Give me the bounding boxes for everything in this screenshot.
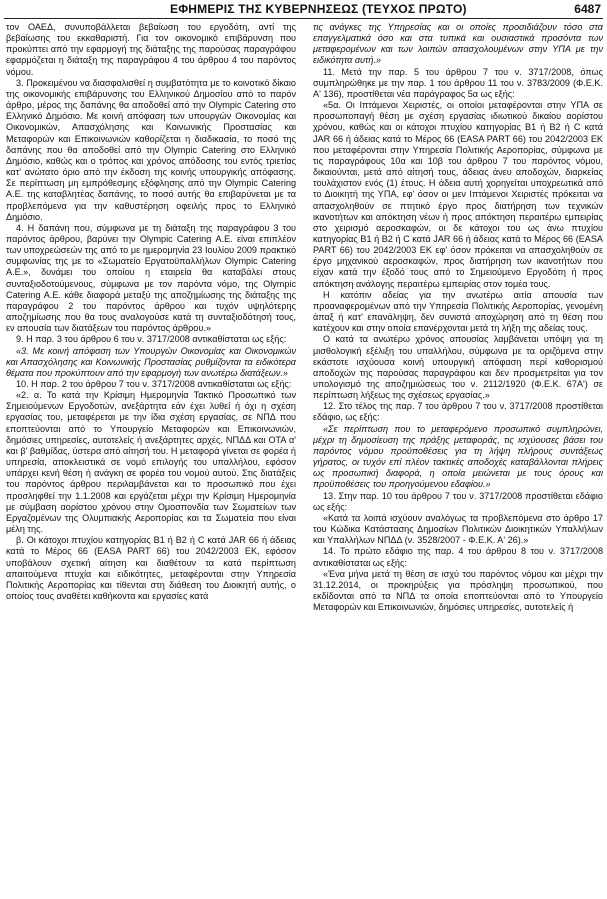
paragraph: Ο κατά τα ανωτέρω χρόνος απουσίας λαμβάνεται υπόψη για τη μισθολογική εξέλιξη του υπαλλήλου, σύμφωνα με τα οριζόμενα στην εκάστοτε ισχύουσα κοινή υπουργική απόφαση περί καθορισμού αποδοχών της παρούσας παραγράφου και δεν προσμετρείται για τον υπολογισμό της αποζημιώσεως του ν. 2112/1920 (Φ.Ε.Κ. 67Α') σε περίπτωση λήξεως της σχέσεως εργασίας.» [313,334,603,401]
right-column [313,22,603,892]
paragraph: τον ΟΑΕΔ, συνυποβάλλεται βεβαίωση του εργοδότη, αντί της βεβαίωσης του εκκαθαριστή. Για τον οικονομικό επιβάρυνση που προκύπτει από την εφαρμογή της διάταξης της παρούσας παραγράφου εφαρμόζεται η διάταξη της παραγράφου 4 του άρθρου 4 του παρόντος νόμου. [6,22,296,77]
paragraph: 4. Η δαπάνη που, σύμφωνα με τη διάταξη της παραγράφου 3 του παρόντος άρθρου, βαρύνει την Olympic Catering Α.Ε. είναι επιπλέον των υποχρεώσεών της από το με ημερομηνία 23 Ιουλίου 2009 πρακτικό συμφωνίας της με το «Σωματείο Εργατοϋπαλλήλων Olympic Catering Α.Ε.», δυνάμει του οποίου η εταιρεία θα καταβάλει στους συνταξιοδοτούμενους, σύμφωνα με τον παρόντα νόμο, της Olympic Catering Α.Ε. κάθε διαφορά μεταξύ της αποζημίωσης της διάταξης της παραγράφου 2 του παρόντος άρθρου και τυχόν υψηλότερης αποζημίωσης που θα τους αναλογούσε κατά τη συνταξιοδότησή τους, εν απουσία των διατάξεων του παρόντος άρθρου.» [6,222,296,334]
paragraph: 3. Προκειμένου να διασφαλισθεί η συμβατότητα με το κοινοτικό δίκαιο της οικονομικής επιβάρυνσης του Ελληνικού Δημοσίου από το παρόν άρθρο, μέρος της δαπάνης θα αποδοθεί από την Olympic Catering στο Ελληνικό Δημόσιο. Με κοινή απόφαση των υπουργών Οικονομίας και Οικονομικών, Απασχόλησης και Κοινωνικής Προστασίας και Μεταφορών και Επικοινωνιών καθορίζεται η διαδικασία, το ποσό της δαπάνης που θα αποδοθεί από την Olympic Catering στο Ελληνικό Δημόσιο, καθώς και ο τρόπος και χρόνος απόδοσης του εντός τριετίας κατ' ανώτατο όριο από την έκδοση της κοινής υπουργικής απόφασης. Σε περίπτωση μη εμπρόθεσμης εξόφλησης από την Olympic Catering Α.Ε. της καταβλητέας δαπάνης, το ποσό αυτής θα επιβαρύνεται με τα προβλεπόμενα για την καθυστέρηση οφειλής προς το Ελληνικό Δημόσιο. [6,77,296,222]
paragraph: 14. Το πρώτο εδάφιο της παρ. 4 του άρθρου 8 του ν. 3717/2008 αντικαθίσταται ως εξής: [313,546,603,568]
paragraph: «Ένα μήνα μετά τη θέση σε ισχύ του παρόντος νόμου και μέχρι την 31.12.2014, οι προκηρύξεις για πρόσληψη προσωπικού, που εκδίδονται από τα ΝΠΔ τα οποία εποπτεύονται από το Υπουργείο Μεταφορών και Επικοινωνιών, δημόσιες υπηρεσίες, αυτοτελείς ή [313,568,603,613]
paragraph: 9. Η παρ. 3 του άρθρου 6 του ν. 3717/2008 αντικαθίσταται ως εξής: [16,334,287,345]
paragraph: β. Οι κάτοχοι πτυχίου κατηγορίας Β1 ή Β2 ή C κατά JAR 66 ή άδειας κατά το Μέρος 66 (EASA PART 66) του 2042/2003 ΕΚ, εφόσον υποβάλουν σχετική αίτηση και διαθέτουν τα κατά περίπτωση απαιτούμενα πτυχία και ειδικότητες, μεταφέρονται στην Υπηρεσία Πολιτικής Αεροπορίας και τίθενται στη διάθεση του Διοικητή αυτής, ο οποίος τους αναθέτει καθήκοντα και εργασίες κατά [6,535,296,601]
paragraph: τις ανάγκες της Υπηρεσίας και οι οποίες προσιδιάζουν τόσο στα επαγγελματικά όσο και στα τυπικά και ουσιαστικά προσόντα των μεταφερομένων και των λοιπών απασχολουμένων στην ΥΠΑ με την ειδικότητα αυτή.» [313,22,603,66]
left-column [6,22,296,892]
gazette-title: ΕΦΗΜΕΡΙΣ ΤΗΣ ΚΥΒΕΡΝΗΣΕΩΣ (ΤΕΥΧΟΣ ΠΡΩΤΟ) [170,2,467,16]
page-header [0,0,607,18]
page-number: 6487 [574,2,601,16]
paragraph: 12. Στο τέλος της παρ. 7 του άρθρου 7 του ν. 3717/2008 προστίθεται εδάφιο, ως εξής: [313,401,603,423]
paragraph: «Κατά τα λοιπά ισχύουν αναλόγως τα προβλεπόμενα στο άρθρο 17 του Κώδικα Κατάστασης Δημοσίων Πολιτικών Διοικητικών Υπαλλήλων και Υπαλλήλων ΝΠΔΔ (ν. 3528/2007 - Φ.Ε.Κ. Α' 26).» [313,512,603,546]
paragraph: «2. α. Το κατά την Κρίσιμη Ημερομηνία Τακτικό Προσωπικό των Σημειούμενων Εργοδοτών, ανεξάρτητα εάν έχει λυθεί ή όχι η σχέση εργασίας του, μεταφέρεται με την ίδια σχέση εργασίας, σε ΝΠΔ που εποπτεύονται από το Υπουργείο Μεταφορών και Επικοινωνιών, δημόσιες υπηρεσίες, αυτοτελείς ή ανεξάρτητες αρχές, ΝΠΔΔ και ΟΤΑ α' και β' βαθμίδας, ύστερα από αίτησή του. Η μεταφορά γίνεται σε φορέα ή υπηρεσία, αποκλειστικά σε νομό επιλογής του υπαλλήλου, εφόσον υπάρχει κενή θέση ή ανάγκη σε φορέα του νομού αυτού. Στις διατάξεις του παρόντος άρθρου περιλαμβάνεται και το προσωπικό που έχει προσληφθεί την 1.1.2008 και εργάζεται μέχρι την Κρίσιμη Ημερομηνία με σύμβαση αορίστου χρόνου στην Ομοσπονδία των Σωματείων των Εργαζομένων της Ολυμπιακής Αεροπορίας και τα Σωματεία που είναι μέλη της. [6,390,296,535]
paragraph: Η κατόπιν αδείας για την ανωτέρω αιτία απουσία των προαναφερομένων από την Υπηρεσία Πολιτικής Αεροπορίας, γενομένη άπαξ ή κατ' επανάληψη, δεν συνιστά αποχώρηση από τη θέση που κατέχουν και στην οποία επανέρχονται μετά τη λήξη της αδείας τους. [313,289,603,334]
paragraph: «Σε περίπτωση που το μεταφερόμενο προσωπικό συμπληρώνει, μέχρι τη δημοσίευση της πράξης μεταφοράς, τις ισχύουσες βάσει του παρόντος νόμου προϋποθέσεις για τη λήψη πλήρους συντάξεως γήρατος, οι τυχόν επί πλέον τακτικές αποδοχές καταβάλλονται πλήρεις ως προσωπική διαφορά, η οποία μειώνεται με τους όρους και προϋποθέσεις του προηγούμενου εδαφίου.» [313,423,603,490]
paragraph: 11. Μετά την παρ. 5 του άρθρου 7 του ν. 3717/2008, όπως συμπληρώθηκε με την παρ. 1 του άρθρου 11 του ν. 3783/2009 (Φ.Ε.Κ. Α' 136), προστίθεται νέα παράγραφος 5α ως εξής: [313,66,603,99]
paragraph: «3. Με κοινή απόφαση των Υπουργών Οικονομίας και Οικονομικών και Απασχόλησης και Κοινωνικής Προστασίας ρυθμίζονται τα ειδικότερα θέματα που προκύπτουν από την εφαρμογή των ανωτέρω διατάξεων.» [6,345,296,378]
paragraph: 13. Στην παρ. 10 του άρθρου 7 του ν. 3717/2008 προστίθεται εδάφιο ως εξής: [313,490,603,512]
paragraph: «5α. Οι Ιπτάμενοι Χειριστές, οι οποίοι μεταφέρονται στην ΥΠΑ σε προσωποπαγή θέση με σχέση εργασίας ιδιωτικού δικαίου αορίστου χρόνου, καθώς και οι κάτοχοι πτυχίου κατηγορίας Β1 ή Β2 ή C κατά JAR 66 ή άδειας κατά το Μέρος 66 (EASA PART 66) του 2042/2003 ΕΚ που μεταφέρονται στην Υπηρεσία Πολιτικής Αεροπορίας, σύμφωνα με τις παραγράφους 10α και 10β του άρθρου 7 του παρόντος νόμου, δικαιούνται, μετά από αίτησή τους, άδειας άνευ αποδοχών, διαρκείας τουλάχιστον ενός (1) έτους. Η άδεια αυτή χορηγείται υποχρεωτικά από το Διοικητή της ΥΠΑ, εφ' όσον οι μεν Ιπτάμενοι Χειριστές πρόκειται να απασχοληθούν σε πτητικό έργο προς διατήρηση των τεχνικών ικανοτήτων και απόκτηση νέων ή προς απόκτηση περαιτέρω εμπειρίας στο χειρισμό αεροσκαφών, οι δε κάτοχοι του ως άνω πτυχίου κατηγορίας Β1 ή Β2 ή C κατά JAR 66 ή άδειας κατά το Μέρος 66 (EASA PART 66) του 2042/2003 ΕΚ εφ' όσον πρόκειται να απασχοληθούν σε έργο μηχανικού αεροσκαφών, προς διατήρηση των ικανοτήτων που είχαν κατά την έξοδό τους από το Σημειούμενο Εργοδότη ή προς απόκτηση ανάλογης περαιτέρω εμπειρίας στον τομέα τους. [313,100,603,289]
paragraph: 10. Η παρ. 2 του άρθρου 7 του ν. 3717/2008 αντικαθίσταται ως εξής: [16,379,292,389]
header-rule [4,18,603,19]
